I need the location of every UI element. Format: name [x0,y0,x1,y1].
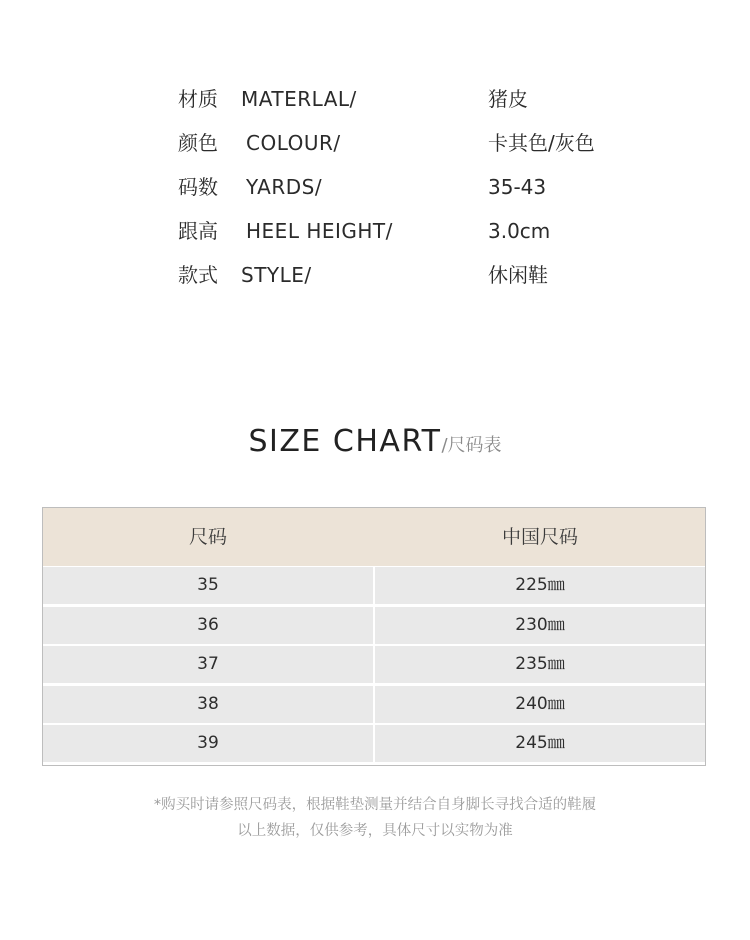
cell-size: 38 [43,686,373,723]
spec-value: 35-43 [488,175,547,199]
spec-row-heel-height [0,214,750,258]
spec-list [0,82,750,302]
note-line: *购买时请参照尺码表，根据鞋垫测量并结合自身脚长寻找合适的鞋履 [153,797,597,813]
spec-label-cn: 材质 [178,87,218,111]
spec-value: 卡其色/灰色 [488,131,595,155]
cell-size: 37 [43,646,373,683]
spec-label-en: STYLE/ [241,263,312,287]
spec-row-material [0,82,750,126]
spec-label-en: MATERLAL/ [241,87,357,111]
spec-row-style [0,258,750,302]
spec-row-yards [0,170,750,214]
table-header [43,508,705,566]
cell-cn-size: 230㎜ [375,607,705,644]
table-row [43,646,705,683]
cell-cn-size: 225㎜ [375,567,705,604]
cell-size: 35 [43,567,373,604]
table-body [43,567,705,765]
spec-value: 猪皮 [488,87,528,111]
size-table [42,507,706,766]
spec-label-en: COLOUR/ [246,131,341,155]
spec-label-en: YARDS/ [246,175,323,199]
table-row [43,567,705,604]
table-row [43,725,705,762]
spec-row-colour [0,126,750,170]
size-notes [0,792,750,844]
cell-size: 36 [43,607,373,644]
cell-cn-size: 240㎜ [375,686,705,723]
cell-cn-size: 245㎜ [375,725,705,762]
spec-label-en: HEEL HEIGHT/ [246,219,393,243]
spec-value: 3.0cm [488,219,551,243]
header-size: 尺码 [188,526,227,548]
size-chart-title [0,424,750,459]
spec-label-cn: 码数 [178,175,218,199]
size-chart-title-en: SIZE CHART [248,424,442,459]
size-chart-title-cn: /尺码表 [441,435,502,456]
table-row [43,607,705,644]
table-row [43,686,705,723]
spec-value: 休闲鞋 [488,263,548,287]
cell-cn-size: 235㎜ [375,646,705,683]
cell-size: 39 [43,725,373,762]
note-line: 以上数据，仅供参考，具体尺寸以实物为准 [237,823,513,839]
spec-label-cn: 款式 [178,263,218,287]
spec-label-cn: 跟高 [178,219,218,243]
header-cn-size: 中国尺码 [501,526,578,548]
spec-label-cn: 颜色 [178,131,218,155]
